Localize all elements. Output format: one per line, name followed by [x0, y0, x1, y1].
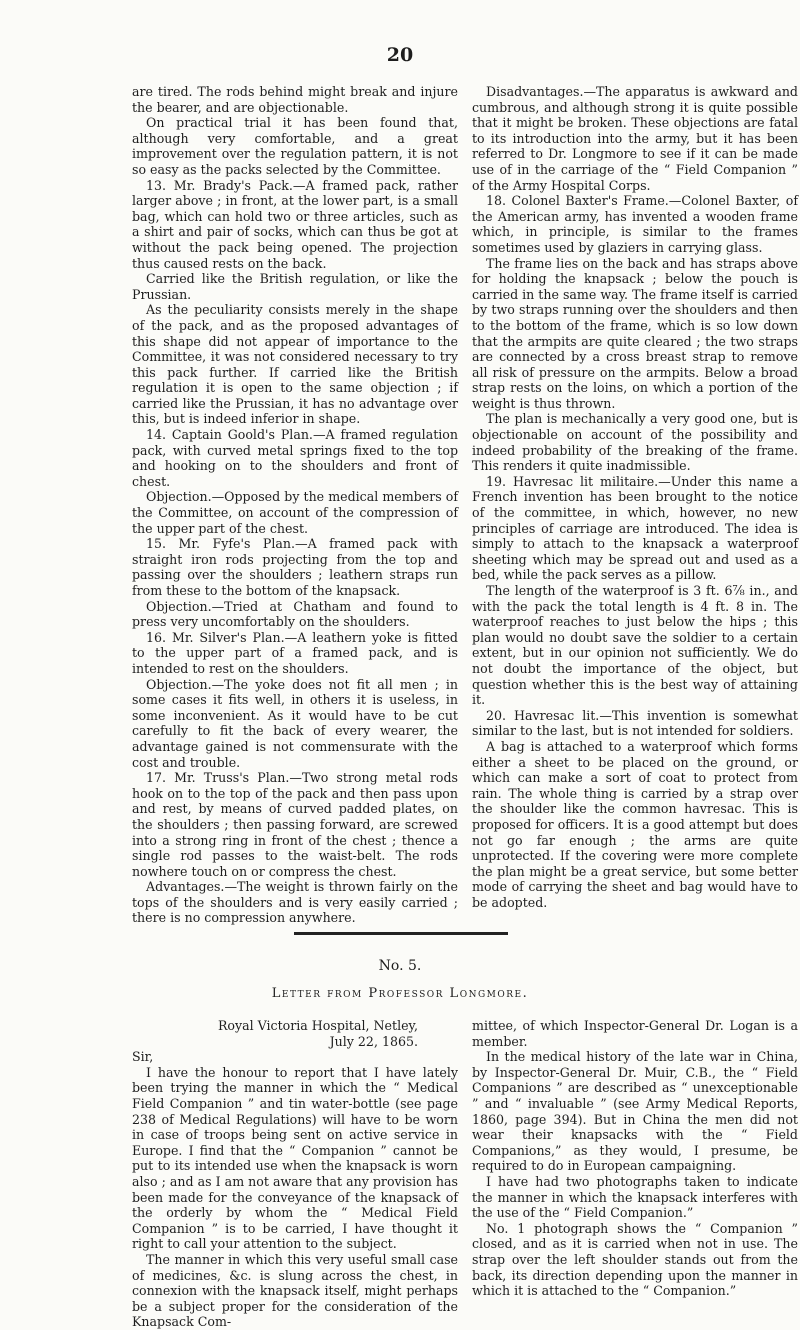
paragraph: 20. Havresac lit.—This invention is somewhat similar to the last, but is not intended for soldiers.	[472, 707, 798, 739]
paragraph: The manner in which this very useful small case of medicines, &c. is slung across the chest, in connexion with the knapsack itself, might perhaps be a subject proper for the consideration of the Knapsack Com-	[132, 1251, 458, 1330]
paragraph: Objection.—The yoke does not fit all men ; in some cases it fits well, in others it is useless, in some inconvenient. As it would have to be cut carefully to fit the back of every wearer, the advantage gained is not commensurate with the cost and trouble.	[132, 676, 458, 770]
letter-salutation: Sir,	[132, 1049, 154, 1065]
paragraph: As the peculiarity consists merely in the shape of the pack, and as the proposed advantages of this shape did not appear of importance to the Committee, it was not considered necessary to try this pack further. If carried like the British regulation it is open to the same objection ; if carried like the Prussian, it has no advantage over this, but is indeed inferior in shape.	[132, 302, 458, 427]
paragraph: 17. Mr. Truss's Plan.—Two strong metal rods hook on to the top of the pack and then pass upon and rest, by means of curved padded plates, on the shoulders ; then passing forward, are screwed into a strong ring in front of the chest ; thence a single rod passes to the waist-belt. The rods nowhere touch on or compress the chest.	[132, 770, 458, 879]
paragraph: 13. Mr. Brady's Pack.—A framed pack, rather larger above ; in front, at the lower part, is a small bag, which can hold two or three articles, such as a shirt and pair of socks, which can thus be got at without the pack being opened. The projection thus caused rests on the back.	[132, 177, 458, 271]
paragraph: are tired. The rods behind might break and injure the bearer, and are objectionable.	[132, 84, 458, 115]
paragraph: 16. Mr. Silver's Plan.—A leathern yoke is fitted to the upper part of a framed pack, and is intended to rest on the shoulders.	[132, 629, 458, 676]
section-divider	[294, 932, 508, 935]
paragraph: The plan is mechanically a very good one, but is objectionable on account of the possibility and indeed probability of the breaking of the frame. This renders it quite inadmissible.	[472, 411, 798, 474]
paragraph: The length of the waterproof is 3 ft. 6⅞ in., and with the pack the total length is 4 ft. 8 in. The waterproof reaches to just below the hips ; this plan would no doubt save the soldier to a certain extent, but in our opinion not sufficiently. We do not doubt the importance of the object, but question whether this is the best way of attaining it.	[472, 583, 798, 708]
paragraph: 18. Colonel Baxter's Frame.—Colonel Baxter, of the American army, has invented a wooden frame which, in principle, is similar to the frames sometimes used by glaziers in carrying glass.	[472, 193, 798, 255]
paragraph: The frame lies on the back and has straps above for holding the knapsack ; below the pouch is carried in the same way. The frame itself is carried by two straps running over the shoulders and then to the bottom of the frame, which is so low down that the armpits are quite cleared ; the two straps are connected by a cross breast strap to remove all risk of pressure on the armpits. Below a broad strap rests on the loins, on which a portion of the weight is thus thrown.	[472, 255, 798, 411]
paragraph: I have the honour to report that I have lately been trying the manner in which the “ Medical Field Companion ” and tin water-bottle (see page 238 of Medical Regulations) will have to be worn in case of troops being sent on active service in Europe. I find that the “ Companion ” cannot be put to its intended use when the knapsack is worn also ; and as I am not aware that any provision has been made for the conveyance of the knapsack of the orderly by whom the “ Medical Field Companion ” is to be carried, I have thought it right to call your attention to the subject.	[132, 1064, 458, 1252]
letter-date: July 22, 1865.	[329, 1033, 418, 1049]
left-column	[132, 84, 458, 926]
paragraph: A bag is attached to a waterproof which forms either a sheet to be placed on the ground, or which can make a sort of coat to protect from rain. The whole thing is carried by a strap over the shoulder like the common havresac. This is proposed for officers. It is a good attempt but does not go far enough ; the arms are quite unprotected. If the covering were more complete the plan might be a great service, but some better mode of carrying the sheet and bag would have to be adopted.	[472, 738, 798, 910]
paragraph: 14. Captain Goold's Plan.—A framed regulation pack, with curved metal springs fixed to the top and hooking on to the shoulders and front of chest.	[132, 427, 458, 489]
right-column	[472, 84, 798, 910]
page-number: 20	[386, 44, 414, 66]
paragraph: Objection.—Tried at Chatham and found to press very uncomfortably on the shoulders.	[132, 598, 458, 630]
paragraph: 19. Havresac lit militaire.—Under this name a French invention has been brought to the notice of the committee, in which, however, no new principles of carriage are introduced. The idea is simply to attach to the knapsack a waterproof sheeting which may be spread out and used as a bed, while the pack serves as a pillow.	[472, 473, 798, 583]
paragraph: Carried like the British regulation, or like the Prussian.	[132, 271, 458, 302]
letter-number: No. 5.	[378, 958, 422, 974]
paragraph: In the medical history of the late war in China, by Inspector-General Dr. Muir, C.B., the “ Field Companions ” are described as “ unexceptionable ” and “ invaluable ” (see Army Medical Reports, 1860, page 394). But in China the men did not wear their knapsacks with the “ Field Companions,” as they would, I presume, be required to do in European campaigning.	[472, 1049, 798, 1174]
letter-left-column	[132, 1018, 458, 1330]
letter-address: Royal Victoria Hospital, Netley,	[217, 1018, 418, 1033]
paragraph: On practical trial it has been found that, although very comfortable, and a great improvement over the regulation pattern, it is not so easy as the packs selected by the Committee.	[132, 115, 458, 177]
paragraph: Objection.—Opposed by the medical members of the Committee, on account of the compression of the upper part of the chest.	[132, 489, 458, 536]
paragraph: I have had two photographs taken to indicate the manner in which the knapsack interferes with the use of the “ Field Companion.”	[472, 1173, 798, 1221]
paragraph: Disadvantages.—The apparatus is awkward and cumbrous, and although strong it is quite possible that it might be broken. These objections are fatal to its introduction into the army, but it has been referred to Dr. Longmore to see if it can be made use of in the carriage of the “ Field Companion ” of the Army Hospital Corps.	[472, 84, 798, 193]
paragraph: 15. Mr. Fyfe's Plan.—A framed pack with straight iron rods projecting from the top and passing over the shoulders ; leathern straps run from these to the bottom of the knapsack.	[132, 536, 458, 598]
letter-title: Letter from Professor Longmore.	[271, 986, 529, 1001]
paragraph: No. 1 photograph shows the “ Companion ” closed, and as it is carried when not in use. The strap over the left shoulder stands out from the back, its direction depending upon the manner in which it is attached to the “ Companion.”	[472, 1220, 798, 1299]
paragraph: Advantages.—The weight is thrown fairly on the tops of the shoulders and is very easily carried ; there is no compression anywhere.	[132, 879, 458, 926]
paragraph: mittee, of which Inspector-General Dr. Logan is a member.	[472, 1018, 798, 1049]
letter-right-column	[472, 1018, 798, 1299]
